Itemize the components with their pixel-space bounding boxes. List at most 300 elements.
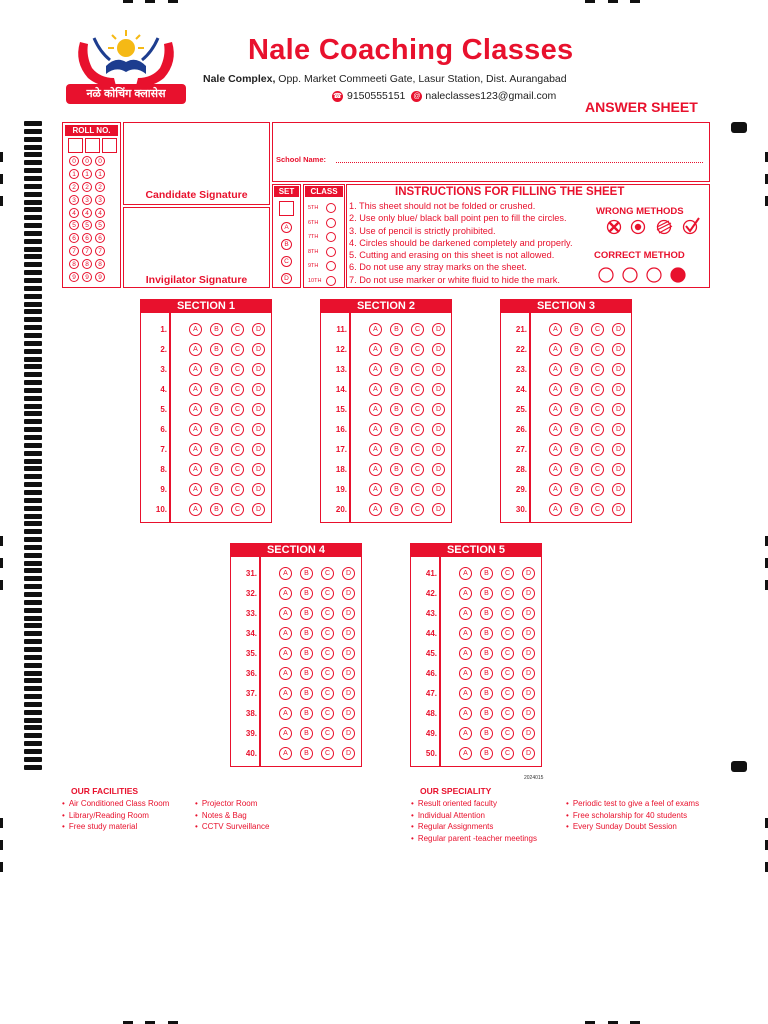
answer-bubble[interactable]: D [342, 587, 355, 600]
answer-options [189, 363, 265, 376]
footer-list-item [195, 798, 269, 810]
answer-bubble[interactable]: D [342, 687, 355, 700]
roll-digit-bubble[interactable]: 1 [95, 169, 105, 179]
answer-bubble[interactable]: A [189, 363, 202, 376]
answer-bubble[interactable]: B [300, 747, 313, 760]
answer-bubble[interactable]: A [459, 607, 472, 620]
answer-bubble[interactable]: C [231, 463, 244, 476]
answer-bubble[interactable]: B [480, 647, 493, 660]
answer-bubble[interactable]: B [570, 403, 583, 416]
answer-bubble[interactable]: B [480, 687, 493, 700]
answer-bubble[interactable]: A [549, 383, 562, 396]
answer-bubble[interactable]: D [522, 727, 535, 740]
question-number: 38. [245, 708, 257, 718]
answer-bubble[interactable]: C [231, 343, 244, 356]
roll-digit-bubble[interactable]: 9 [82, 272, 92, 282]
roll-digit-cell[interactable] [68, 138, 83, 153]
timing-mark [24, 521, 42, 526]
answer-bubble[interactable]: A [279, 647, 292, 660]
answer-bubble[interactable]: A [459, 587, 472, 600]
timing-mark [24, 419, 42, 424]
answer-bubble[interactable]: A [279, 747, 292, 760]
question-row [411, 663, 535, 683]
answer-bubble[interactable]: B [300, 687, 313, 700]
roll-digit-bubble[interactable]: 6 [82, 233, 92, 243]
roll-digit-bubble[interactable]: 3 [69, 195, 79, 205]
answer-bubble[interactable]: C [231, 403, 244, 416]
answer-bubble[interactable]: A [459, 627, 472, 640]
roll-digit-bubble[interactable]: 4 [69, 208, 79, 218]
roll-digit-bubble[interactable]: 3 [82, 195, 92, 205]
answer-bubble[interactable]: B [480, 607, 493, 620]
roll-digit-bubble[interactable]: 6 [95, 233, 105, 243]
answer-bubble[interactable]: C [591, 463, 604, 476]
answer-bubble[interactable]: A [459, 727, 472, 740]
answer-bubble[interactable]: B [570, 323, 583, 336]
class-option-bubble[interactable] [326, 218, 336, 228]
answer-bubble[interactable]: B [300, 567, 313, 580]
answer-bubble[interactable]: D [612, 343, 625, 356]
answer-bubble[interactable]: C [411, 363, 424, 376]
answer-bubble[interactable]: D [342, 707, 355, 720]
answer-bubble[interactable]: C [411, 323, 424, 336]
set-entry-cell[interactable] [279, 201, 294, 216]
answer-bubble[interactable]: A [459, 747, 472, 760]
answer-bubble[interactable]: B [570, 343, 583, 356]
answer-bubble[interactable]: C [411, 483, 424, 496]
class-option-label: 6TH [308, 219, 319, 226]
answer-bubble[interactable]: C [501, 707, 514, 720]
answer-bubble[interactable]: D [432, 363, 445, 376]
roll-digit-bubble[interactable]: 7 [82, 246, 92, 256]
answer-bubble[interactable]: C [411, 383, 424, 396]
set-option-bubble[interactable]: B [281, 239, 292, 250]
answer-bubble[interactable]: D [522, 667, 535, 680]
answer-bubble[interactable]: A [279, 727, 292, 740]
answer-bubble[interactable]: B [390, 483, 403, 496]
answer-bubble[interactable]: A [279, 567, 292, 580]
question-number: 47. [425, 688, 437, 698]
answer-bubble[interactable]: C [321, 567, 334, 580]
answer-bubble[interactable]: B [390, 463, 403, 476]
roll-digit-bubble[interactable]: 8 [82, 259, 92, 269]
answer-bubble[interactable]: D [432, 323, 445, 336]
answer-bubble[interactable]: C [501, 667, 514, 680]
answer-bubble[interactable]: C [411, 403, 424, 416]
answer-bubble[interactable]: A [549, 423, 562, 436]
answer-bubble[interactable]: B [210, 403, 223, 416]
answer-bubble[interactable]: B [300, 727, 313, 740]
roll-digit-bubble[interactable]: 2 [82, 182, 92, 192]
answer-bubble[interactable]: C [591, 503, 604, 516]
answer-bubble[interactable]: D [522, 627, 535, 640]
answer-bubble[interactable]: B [210, 483, 223, 496]
answer-bubble[interactable]: A [279, 707, 292, 720]
answer-bubble[interactable]: D [612, 503, 625, 516]
answer-bubble[interactable]: C [321, 667, 334, 680]
answer-bubble[interactable]: C [231, 423, 244, 436]
answer-bubble[interactable]: C [591, 343, 604, 356]
roll-digit-bubble[interactable]: 3 [95, 195, 105, 205]
answer-bubble[interactable]: C [591, 443, 604, 456]
answer-bubble[interactable]: C [321, 727, 334, 740]
answer-options [459, 607, 535, 620]
answer-bubble[interactable]: D [252, 503, 265, 516]
answer-bubble[interactable]: C [321, 587, 334, 600]
answer-bubble[interactable]: D [522, 707, 535, 720]
roll-digit-bubble[interactable]: 0 [69, 156, 79, 166]
roll-digit-bubble[interactable]: 8 [95, 259, 105, 269]
question-number: 25. [515, 404, 527, 414]
answer-bubble[interactable]: C [501, 687, 514, 700]
timing-mark [24, 725, 42, 730]
answer-bubble[interactable]: A [279, 607, 292, 620]
answer-bubble[interactable]: B [300, 627, 313, 640]
answer-bubble[interactable]: D [342, 627, 355, 640]
answer-bubble[interactable]: A [549, 443, 562, 456]
roll-digit-bubble[interactable]: 9 [69, 272, 79, 282]
answer-bubble[interactable]: B [480, 747, 493, 760]
answer-bubble[interactable]: D [342, 667, 355, 680]
answer-bubble[interactable]: D [612, 383, 625, 396]
answer-bubble[interactable]: D [522, 607, 535, 620]
answer-bubble[interactable]: D [252, 423, 265, 436]
roll-digit-bubble[interactable]: 9 [95, 272, 105, 282]
answer-bubble[interactable]: C [321, 687, 334, 700]
answer-bubble[interactable]: A [549, 503, 562, 516]
answer-bubble[interactable]: A [369, 323, 382, 336]
answer-bubble[interactable]: B [210, 463, 223, 476]
answer-bubble[interactable]: A [549, 323, 562, 336]
roll-digit-cell[interactable] [85, 138, 100, 153]
set-option-bubble[interactable]: C [281, 256, 292, 267]
answer-bubble[interactable]: C [501, 627, 514, 640]
roll-digit-bubble[interactable]: 4 [82, 208, 92, 218]
wrong-methods-label: WRONG METHODS [596, 206, 684, 217]
answer-bubble[interactable]: B [210, 423, 223, 436]
answer-bubble[interactable]: D [522, 647, 535, 660]
answer-bubble[interactable]: C [231, 323, 244, 336]
answer-bubble[interactable]: C [591, 403, 604, 416]
question-number: 31. [245, 568, 257, 578]
answer-bubble[interactable]: C [411, 343, 424, 356]
answer-bubble[interactable]: C [411, 503, 424, 516]
answer-bubble[interactable]: A [279, 627, 292, 640]
timing-mark [24, 184, 42, 189]
answer-bubble[interactable]: A [189, 383, 202, 396]
answer-bubble[interactable]: D [342, 607, 355, 620]
timing-mark [24, 262, 42, 267]
answer-bubble[interactable]: A [189, 483, 202, 496]
answer-bubble[interactable]: B [480, 567, 493, 580]
answer-bubble[interactable]: A [369, 463, 382, 476]
roll-digit-bubble[interactable]: 0 [95, 156, 105, 166]
question-row [321, 459, 445, 479]
answer-bubble[interactable]: D [522, 687, 535, 700]
set-option-bubble[interactable]: D [281, 273, 292, 284]
class-option-bubble[interactable] [326, 232, 336, 242]
corner-mark [145, 0, 155, 3]
roll-digit-bubble[interactable]: 0 [82, 156, 92, 166]
roll-digit-bubble[interactable]: 2 [95, 182, 105, 192]
question-number: 32. [245, 588, 257, 598]
answer-bubble[interactable]: C [231, 383, 244, 396]
answer-bubble[interactable]: A [549, 403, 562, 416]
speciality-list-2 [566, 798, 699, 833]
answer-bubble[interactable]: B [480, 727, 493, 740]
answer-bubble[interactable]: D [432, 463, 445, 476]
answer-bubble[interactable]: A [549, 483, 562, 496]
answer-bubble[interactable]: A [459, 667, 472, 680]
answer-bubble[interactable]: D [612, 463, 625, 476]
answer-bubble[interactable]: D [432, 343, 445, 356]
timing-mark [24, 325, 42, 330]
answer-bubble[interactable]: A [369, 443, 382, 456]
roll-digit-bubble[interactable]: 2 [69, 182, 79, 192]
answer-bubble[interactable]: B [570, 383, 583, 396]
side-mark [0, 862, 3, 872]
answer-bubble[interactable]: C [411, 423, 424, 436]
answer-bubble[interactable]: A [369, 343, 382, 356]
answer-bubble[interactable]: B [570, 363, 583, 376]
answer-bubble[interactable]: A [189, 343, 202, 356]
question-row [141, 379, 265, 399]
answer-bubble[interactable]: D [432, 503, 445, 516]
corner-mark [630, 0, 640, 3]
answer-bubble[interactable]: C [501, 567, 514, 580]
answer-bubble[interactable]: A [459, 647, 472, 660]
class-option-bubble[interactable] [326, 276, 336, 286]
answer-bubble[interactable]: A [189, 443, 202, 456]
roll-digit-cell[interactable] [102, 138, 117, 153]
answer-bubble[interactable]: A [549, 463, 562, 476]
timing-mark [24, 694, 42, 699]
answer-bubble[interactable]: C [501, 607, 514, 620]
answer-bubble[interactable]: B [570, 503, 583, 516]
answer-bubble[interactable]: D [612, 363, 625, 376]
answer-bubble[interactable]: B [570, 483, 583, 496]
answer-bubble[interactable]: A [279, 687, 292, 700]
timing-mark [24, 451, 42, 456]
answer-bubble[interactable]: C [501, 727, 514, 740]
answer-bubble[interactable]: C [321, 627, 334, 640]
answer-bubble[interactable]: B [390, 403, 403, 416]
answer-bubble[interactable]: C [591, 483, 604, 496]
answer-bubble[interactable]: D [522, 567, 535, 580]
answer-bubble[interactable]: C [231, 483, 244, 496]
answer-bubble[interactable]: B [390, 323, 403, 336]
answer-bubble[interactable]: A [459, 687, 472, 700]
answer-bubble[interactable]: C [591, 363, 604, 376]
answer-bubble[interactable]: D [342, 647, 355, 660]
answer-bubble[interactable]: A [189, 403, 202, 416]
footer-list-text: Projector Room [201, 799, 258, 808]
answer-bubble[interactable]: B [210, 363, 223, 376]
answer-bubble[interactable]: D [432, 483, 445, 496]
question-number: 49. [425, 728, 437, 738]
answer-bubble[interactable]: D [252, 343, 265, 356]
answer-bubble[interactable]: B [210, 503, 223, 516]
bullet-icon: • [195, 822, 198, 831]
roll-digit-bubble[interactable]: 5 [69, 220, 79, 230]
answer-bubble[interactable]: B [480, 667, 493, 680]
answer-bubble[interactable]: B [390, 343, 403, 356]
answer-bubble[interactable]: D [342, 567, 355, 580]
answer-bubble[interactable]: D [612, 403, 625, 416]
answer-bubble[interactable]: D [252, 483, 265, 496]
answer-bubble[interactable]: C [501, 587, 514, 600]
roll-digit-bubble[interactable]: 7 [69, 246, 79, 256]
answer-bubble[interactable]: C [231, 363, 244, 376]
answer-bubble[interactable]: D [612, 323, 625, 336]
question-row [321, 479, 445, 499]
answer-bubble[interactable]: B [210, 443, 223, 456]
answer-bubble[interactable]: B [300, 707, 313, 720]
answer-bubble[interactable]: B [570, 423, 583, 436]
answer-bubble[interactable]: A [189, 503, 202, 516]
answer-bubble[interactable]: B [300, 587, 313, 600]
answer-bubble[interactable]: B [210, 323, 223, 336]
question-number: 19. [335, 484, 347, 494]
answer-bubble[interactable]: B [570, 443, 583, 456]
answer-options [279, 567, 355, 580]
answer-bubble[interactable]: D [612, 483, 625, 496]
class-option-bubble[interactable] [326, 203, 336, 213]
answer-bubble[interactable]: C [411, 463, 424, 476]
answer-bubble[interactable]: D [612, 423, 625, 436]
answer-bubble[interactable]: D [252, 323, 265, 336]
roll-digit-bubble[interactable]: 4 [95, 208, 105, 218]
hatched-bubble-icon [654, 219, 674, 235]
answer-bubble[interactable]: D [252, 463, 265, 476]
roll-digit-bubble[interactable]: 8 [69, 259, 79, 269]
answer-bubble[interactable]: C [321, 747, 334, 760]
answer-bubble[interactable]: C [231, 443, 244, 456]
timing-mark [24, 215, 42, 220]
question-row [141, 439, 265, 459]
answer-bubble[interactable]: B [300, 647, 313, 660]
question-row [321, 319, 445, 339]
answer-bubble[interactable]: D [522, 587, 535, 600]
question-number: 37. [245, 688, 257, 698]
timing-mark [24, 239, 42, 244]
answer-bubble[interactable]: D [252, 383, 265, 396]
answer-bubble[interactable]: D [432, 423, 445, 436]
bullet-icon: • [411, 833, 414, 843]
question-row [501, 459, 625, 479]
answer-bubble[interactable]: C [321, 707, 334, 720]
answer-bubble[interactable]: A [459, 707, 472, 720]
bullet-icon: • [566, 799, 569, 808]
class-option-row [308, 201, 344, 216]
answer-bubble[interactable]: D [342, 747, 355, 760]
answer-bubble[interactable]: B [390, 383, 403, 396]
question-number: 16. [335, 424, 347, 434]
roll-digit-bubble[interactable]: 7 [95, 246, 105, 256]
answer-bubble[interactable]: B [480, 587, 493, 600]
answer-bubble[interactable]: A [369, 363, 382, 376]
answer-bubble[interactable]: A [279, 587, 292, 600]
question-row [141, 499, 265, 519]
invigilator-signature-box[interactable] [123, 207, 270, 288]
answer-bubble[interactable]: B [390, 363, 403, 376]
roll-digit-bubble[interactable]: 5 [82, 220, 92, 230]
answer-bubble[interactable]: A [549, 363, 562, 376]
roll-digit-bubble[interactable]: 1 [69, 169, 79, 179]
answer-bubble[interactable]: D [252, 443, 265, 456]
answer-bubble[interactable]: D [432, 383, 445, 396]
answer-bubble[interactable]: C [231, 503, 244, 516]
answer-bubble[interactable]: B [210, 343, 223, 356]
answer-bubble[interactable]: C [321, 607, 334, 620]
footer-list-text: Notes & Bag [201, 810, 247, 820]
answer-options [189, 343, 265, 356]
school-name-field[interactable] [336, 162, 703, 163]
answer-bubble[interactable]: B [480, 707, 493, 720]
answer-bubble[interactable]: B [390, 503, 403, 516]
answer-bubble[interactable]: A [189, 323, 202, 336]
footer-list-item [411, 833, 537, 845]
answer-bubble[interactable]: A [279, 667, 292, 680]
question-number: 29. [515, 484, 527, 494]
answer-bubble[interactable]: C [321, 647, 334, 660]
roll-digit-bubble[interactable]: 1 [82, 169, 92, 179]
answer-bubble[interactable]: A [549, 343, 562, 356]
answer-bubble[interactable]: A [369, 383, 382, 396]
roll-digit-bubble[interactable]: 5 [95, 220, 105, 230]
roll-entry-cells [68, 138, 120, 153]
section-5 [410, 543, 542, 767]
answer-bubble[interactable]: C [501, 647, 514, 660]
answer-bubble[interactable]: B [300, 607, 313, 620]
answer-bubble[interactable]: C [591, 323, 604, 336]
answer-bubble[interactable]: D [252, 363, 265, 376]
answer-bubble[interactable]: B [390, 443, 403, 456]
answer-bubble[interactable]: D [432, 443, 445, 456]
answer-bubble[interactable]: A [369, 403, 382, 416]
set-option-bubble[interactable]: A [281, 222, 292, 233]
answer-bubble[interactable]: A [459, 567, 472, 580]
class-option-bubble[interactable] [326, 247, 336, 257]
answer-bubble[interactable]: A [189, 423, 202, 436]
answer-bubble[interactable]: A [189, 463, 202, 476]
roll-digit-bubble[interactable]: 6 [69, 233, 79, 243]
answer-bubble[interactable]: B [390, 423, 403, 436]
timing-mark [24, 160, 42, 165]
class-option-bubble[interactable] [326, 261, 336, 271]
answer-bubble[interactable]: D [252, 403, 265, 416]
answer-bubble[interactable]: B [300, 667, 313, 680]
answer-bubble[interactable]: D [612, 443, 625, 456]
answer-bubble[interactable]: C [591, 423, 604, 436]
answer-bubble[interactable]: D [522, 747, 535, 760]
answer-bubble[interactable]: C [591, 383, 604, 396]
answer-bubble[interactable]: A [369, 503, 382, 516]
answer-bubble[interactable]: D [342, 727, 355, 740]
footer-list-item [195, 821, 269, 833]
answer-bubble[interactable]: B [210, 383, 223, 396]
answer-bubble[interactable]: A [369, 423, 382, 436]
answer-bubble[interactable]: B [570, 463, 583, 476]
answer-bubble[interactable]: A [369, 483, 382, 496]
answer-bubble[interactable]: C [501, 747, 514, 760]
answer-bubble[interactable]: D [432, 403, 445, 416]
answer-bubble[interactable]: C [411, 443, 424, 456]
answer-bubble[interactable]: B [480, 627, 493, 640]
candidate-signature-box[interactable] [123, 122, 270, 205]
question-row [141, 359, 265, 379]
class-option-label: 7TH [308, 234, 319, 241]
